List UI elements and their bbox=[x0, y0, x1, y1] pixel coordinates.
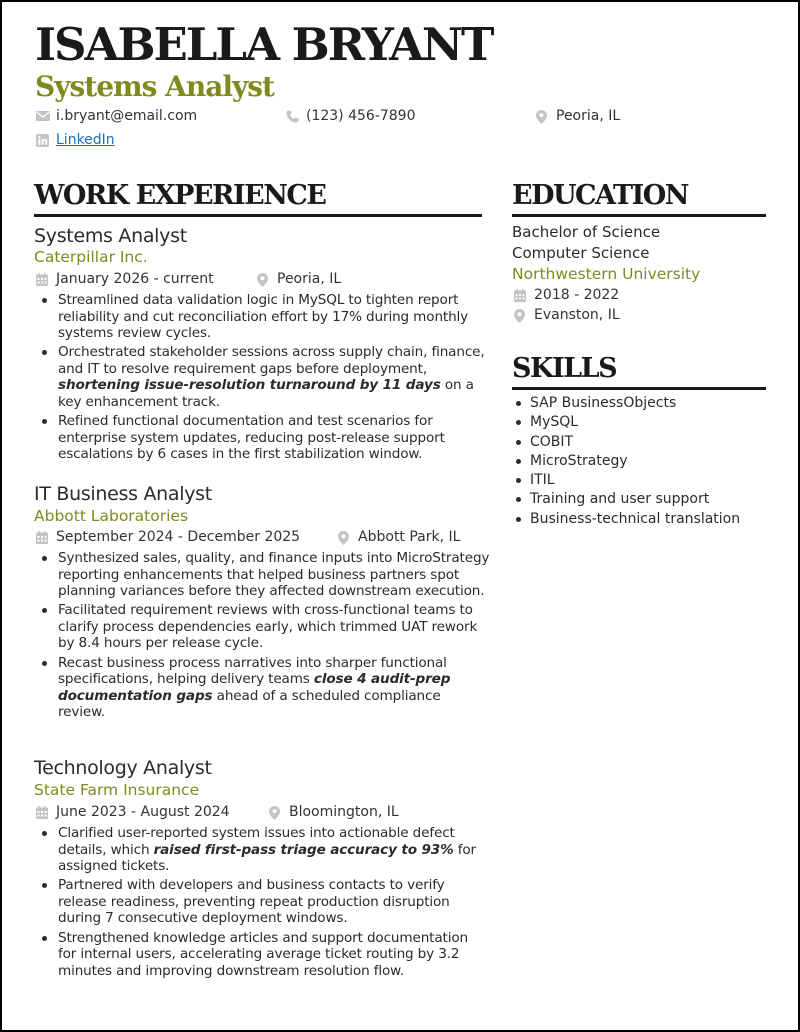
job-company: State Farm Insurance bbox=[34, 781, 200, 799]
job-bullets bbox=[40, 550, 490, 723]
contact-phone bbox=[286, 108, 416, 124]
calendar-icon bbox=[514, 289, 526, 302]
list-item: Refined functional documentation and test scenarios for enterprise system updates, reducing post-release support escalations by 6 cases in the first stabilization window. bbox=[40, 413, 490, 463]
list-item: Clarified user-reported system issues into actionable defect details, which raised first-pass triage accuracy to 93% for assigned tickets. bbox=[40, 825, 490, 875]
job-dates-text: January 2026 - current bbox=[56, 271, 214, 287]
contact-linkedin bbox=[36, 132, 115, 148]
phone-text: (123) 456-7890 bbox=[306, 108, 416, 124]
job-location bbox=[257, 271, 341, 287]
linkedin-icon bbox=[36, 134, 49, 147]
phone-icon bbox=[286, 110, 299, 123]
calendar-icon bbox=[36, 806, 48, 819]
list-item: Recast business process narratives into sharper functional specifications, helping delivery teams close 4 audit-prep documentation gaps ahead of a scheduled compliance review. bbox=[40, 655, 490, 721]
list-item: Streamlined data validation logic in MySQL to tighten report reliability and cut reconciliation effort by 17% during monthly systems review cycles. bbox=[40, 292, 490, 342]
education-dates bbox=[514, 287, 619, 303]
map-pin-icon bbox=[338, 531, 350, 544]
email-text: i.bryant@email.com bbox=[56, 108, 198, 124]
work-experience-heading: WORK EXPERIENCE bbox=[34, 180, 326, 211]
skill-item: MicroStrategy bbox=[516, 452, 740, 471]
map-pin-icon bbox=[536, 110, 549, 123]
job-dates-text: September 2024 - December 2025 bbox=[56, 529, 301, 545]
calendar-icon bbox=[36, 531, 48, 544]
candidate-title: Systems Analyst bbox=[35, 70, 274, 103]
job-bullets bbox=[40, 825, 490, 982]
skill-item: ITIL bbox=[516, 471, 740, 490]
education-location bbox=[514, 307, 620, 323]
skill-item: COBIT bbox=[516, 433, 740, 452]
job-location bbox=[269, 804, 399, 820]
map-pin-icon bbox=[514, 309, 526, 322]
candidate-name: ISABELLA BRYANT bbox=[35, 18, 493, 71]
contact-email bbox=[36, 108, 197, 124]
education-location-text: Evanston, IL bbox=[534, 307, 620, 323]
education-degree: Bachelor of Science bbox=[512, 223, 661, 241]
job-dates bbox=[36, 529, 300, 545]
job-title: Technology Analyst bbox=[34, 757, 212, 779]
job-location-text: Abbott Park, IL bbox=[358, 529, 461, 545]
education-school: Northwestern University bbox=[512, 265, 701, 283]
job-dates bbox=[36, 804, 230, 820]
map-pin-icon bbox=[269, 806, 281, 819]
skill-item: MySQL bbox=[516, 413, 740, 432]
work-experience-divider bbox=[34, 214, 482, 217]
list-item: Synthesized sales, quality, and finance inputs into MicroStrategy reporting enhancements that helped business partners spot planning variances before they affected downstream execution. bbox=[40, 550, 490, 600]
job-company: Caterpillar Inc. bbox=[34, 248, 148, 266]
list-item: Facilitated requirement reviews with cross-functional teams to clarify process dependencies early, which trimmed UAT rework by 8.4 hours per release cycle. bbox=[40, 602, 490, 652]
skills-heading: SKILLS bbox=[512, 353, 617, 384]
list-item: Strengthened knowledge articles and support documentation for internal users, accelerating average ticket routing by 3.2 minutes and improving downstream resolution flow. bbox=[40, 930, 490, 980]
location-text: Peoria, IL bbox=[556, 108, 621, 124]
map-pin-icon bbox=[257, 273, 269, 286]
education-field: Computer Science bbox=[512, 244, 650, 262]
job-dates bbox=[36, 271, 214, 287]
list-item: Orchestrated stakeholder sessions across supply chain, finance, and IT to resolve requirement gaps before deployment, shortening issue-resolution turnaround by 11 days on a key enhancement track. bbox=[40, 344, 490, 410]
list-item: Partnered with developers and business contacts to verify release readiness, preventing repeat production disruption during 7 consecutive deployment windows. bbox=[40, 877, 490, 927]
linkedin-link[interactable]: LinkedIn bbox=[56, 132, 115, 148]
job-title: IT Business Analyst bbox=[34, 483, 212, 505]
skill-item: SAP BusinessObjects bbox=[516, 394, 740, 413]
job-company: Abbott Laboratories bbox=[34, 507, 189, 525]
job-location-text: Peoria, IL bbox=[277, 271, 342, 287]
education-heading: EDUCATION bbox=[512, 180, 688, 211]
skill-item: Business-technical translation bbox=[516, 510, 740, 529]
skill-item: Training and user support bbox=[516, 490, 740, 509]
education-dates-text: 2018 - 2022 bbox=[534, 287, 620, 303]
job-dates-text: June 2023 - August 2024 bbox=[56, 804, 230, 820]
job-location bbox=[338, 529, 460, 545]
education-divider bbox=[512, 214, 766, 217]
contact-location bbox=[536, 108, 620, 124]
job-bullets bbox=[40, 292, 490, 465]
skills-divider bbox=[512, 387, 766, 390]
job-location-text: Bloomington, IL bbox=[289, 804, 399, 820]
skills-list bbox=[516, 394, 740, 529]
calendar-icon bbox=[36, 273, 48, 286]
envelope-icon bbox=[36, 110, 49, 123]
resume-page bbox=[2, 2, 798, 1030]
job-title: Systems Analyst bbox=[34, 225, 187, 247]
